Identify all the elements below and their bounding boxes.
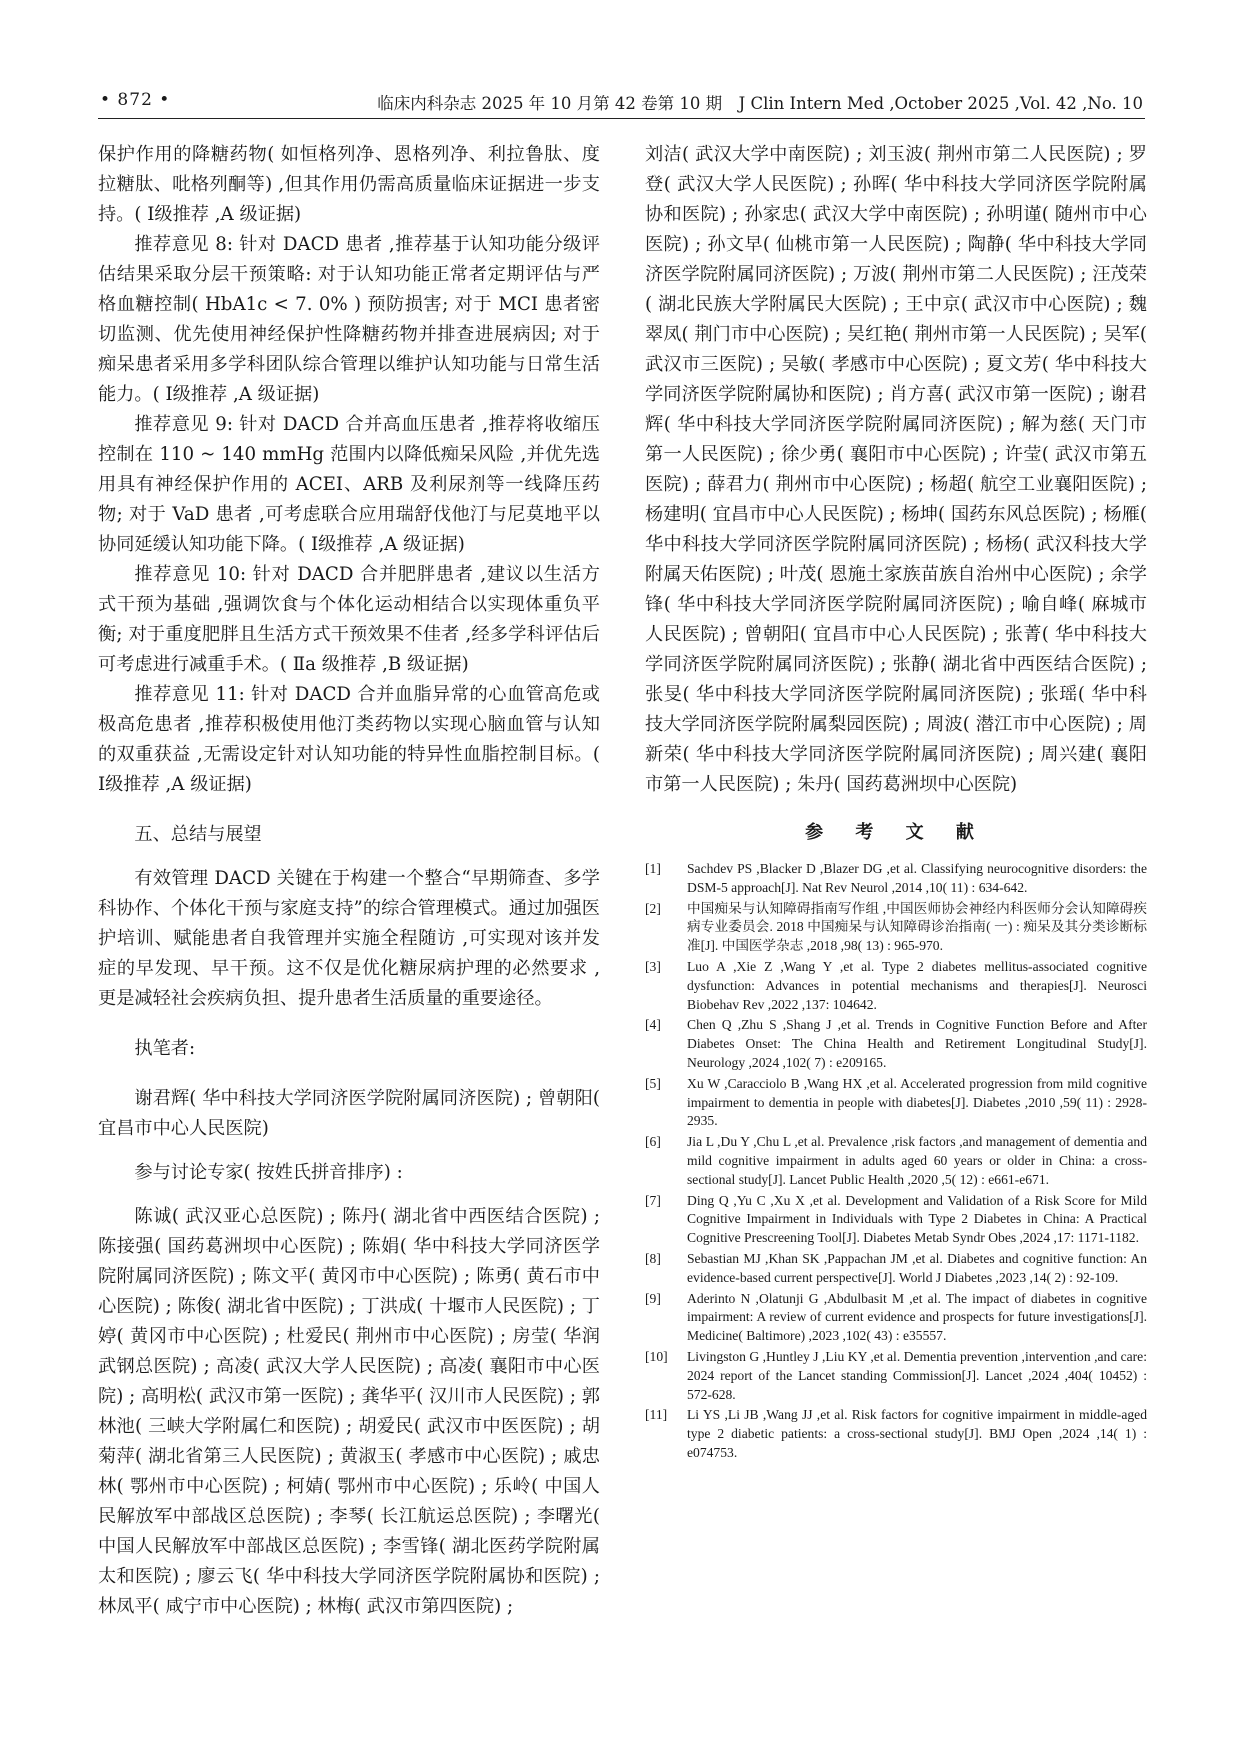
reference-number: [2] [645,900,661,916]
reference-item [645,1016,1147,1072]
reference-text: Chen Q ,Zhu S ,Shang J ,et al. Trends in Cognitive Function Before and After Diabetes Onset: The China Health and Retirement Longitudinal Study[J]. Neurology ,2024 ,102( 7) : e209165. [687,1017,1147,1070]
reference-number: [1] [645,861,661,876]
recommendation-9: 推荐意见 9: 针对 DACD 合并高血压患者 ,推荐将收缩压控制在 110 ~ 140 mmHg 范围内以降低痴呆风险 ,并优先选用具有神经保护作用的 ACEI、ARB 及利尿剂等一线降压药物; 对于 VaD 患者 ,可考虑联合应用瑞舒伐他汀与尼莫地平以协同延缓认知功能下降。( Ⅰ级推荐 ,A 级证据) [98,414,600,555]
reference-number: [7] [645,1192,661,1208]
reference-number: [11] [645,1407,668,1423]
reference-text: Aderinto N ,Olatunji G ,Abdulbasit M ,et al. The impact of diabetes in cognitive impairment: A review of current evidence and prospects for future investigations[J]. Medicine( Baltimore) ,2023 ,102( 43) : e35557. [687,1290,1147,1344]
authors-list: 谢君辉( 华中科技大学同济医学院附属同济医院) ; 曾朝阳( 宜昌市中心人民医院) [98,1088,600,1139]
summary-paragraph: 有效管理 DACD 关键在于构建一个整合“早期筛查、多学科协作、个体化干预与家庭支持”的综合管理模式。通过加强医护培训、赋能患者自我管理并实施全程随访 ,可实现对该并发症的早发现、早干预。这不仅是优化糖尿病护理的必然要求 ,更是减轻社会疾病负担、提升患者生活质量的重要途径。 [98,868,600,1009]
reference-item [645,1192,1147,1248]
recommendation-8: 推荐意见 8: 针对 DACD 患者 ,推荐基于认知功能分级评估结果采取分层干预策略: 对于认知功能正常者定期评估与严格血糖控制( HbA1c < 7. 0% ) 预防损害; 对于 MCI 患者密切监测、优先使用神经保护性降糖药物并排查进展病因; 对于痴呆患者采用多学科团队综合管理以维护认知功能与日常生活能力。( Ⅰ级推荐 ,A 级证据) [98,234,600,405]
reference-item [645,860,1147,898]
reference-item [645,1075,1147,1131]
reference-text: Sachdev PS ,Blacker D ,Blazer DG ,et al. Classifying neurocognitive disorders: the DSM-5 approach[J]. Nat Rev Neurol ,2014 ,10( 11) : 634-642. [687,861,1147,895]
reference-number: [3] [645,958,661,974]
reference-text: Li YS ,Li JB ,Wang JJ ,et al. Risk factors for cognitive impairment in middle-aged type 2 diabetic patients: a cross-sectional study[J]. BMJ Open ,2024 ,14( 1) : e074753. [687,1407,1147,1460]
reference-item [645,1290,1147,1346]
reference-text: Livingston G ,Huntley J ,Liu KY ,et al. Dementia prevention ,intervention ,and care: 2024 report of the Lancet standing Commission[J]. Lancet ,2024 ,404( 10452) : 572-628. [687,1348,1147,1402]
references-list [645,860,1147,1463]
reference-item [645,1133,1147,1189]
experts-list-part2: 刘洁( 武汉大学中南医院) ; 刘玉波( 荆州市第二人民医院) ; 罗登( 武汉大学人民医院) ; 孙晖( 华中科技大学同济医学院附属协和医院) ; 孙家忠( 武汉大学中南医院) ; 孙明谨( 随州市中心医院) ; 孙文早( 仙桃市第一人民医院) ; 陶静( 华中科技大学同济医学院附属同济医院) ; 万波( 荆州市第二人民医院) ; 汪茂荣( 湖北民族大学附属民大医院) ; 王中京( 武汉市中心医院) ; 魏翠凤( 荆门市中心医院) ; 吴红艳( 荆州市第一人民医院) ; 吴军( 武汉市三医院) ; 吴敏( 孝感市中心医院) ; 夏文芳( 华中科技大学同济医学院附属协和医院) ; 肖方喜( 武汉市第一医院) ; 谢君辉( 华中科技大学同济医学院附属同济医院) ; 解为慈( 天门市第一人民医院) ; 徐少勇( 襄阳市中心医院) ; 许莹( 武汉市第五医院) ; 薛君力( 荆州市中心医院) ; 杨超( 航空工业襄阳医院) ; 杨建明( 宜昌市中心人民医院) ; 杨坤( 国药东风总医院) ; 杨雁( 华中科技大学同济医学院附属同济医院) ; 杨杨( 武汉科技大学附属天佑医院) ; 叶茂( 恩施土家族苗族自治州中心医院) ; 余学锋( 华中科技大学同济医学院附属同济医院) ; 喻自峰( 麻城市人民医院) ; 曾朝阳( 宜昌市中心人民医院) ; 张菁( 华中科技大学同济医学院附属同济医院) ; 张静( 湖北省中西医结合医院) ; 张旻( 华中科技大学同济医学院附属同济医院) ; 张瑶( 华中科技大学同济医学院附属梨园医院) ; 周波( 潜江市中心医院) ; 周新荣( 华中科技大学同济医学院附属同济医院) ; 周兴建( 襄阳市第一人民医院) ; 朱丹( 国药葛洲坝中心医院) [645,144,1147,795]
reference-text: Sebastian MJ ,Khan SK ,Pappachan JM ,et al. Diabetes and cognitive function: An evidence-based current perspective[J]. World J Diabetes ,2023 ,14( 2) : 92-109. [687,1250,1147,1285]
reference-item [645,900,1147,956]
experts-list-part1: 陈诚( 武汉亚心总医院) ; 陈丹( 湖北省中西医结合医院) ; 陈接强( 国药葛洲坝中心医院) ; 陈娟( 华中科技大学同济医学院附属同济医院) ; 陈文平( 黄冈市中心医院) ; 陈勇( 黄石市中心医院) ; 陈俊( 湖北省中医院) ; 丁洪成( 十堰市人民医院) ; 丁婷( 黄冈市中心医院) ; 杜爱民( 荆州市中心医院) ; 房莹( 华润武钢总医院) ; 高凌( 武汉大学人民医院) ; 高凌( 襄阳市中心医院) ; 高明松( 武汉市第一医院) ; 龚华平( 汉川市人民医院) ; 郭林池( 三峡大学附属仁和医院) ; 胡爱民( 武汉市中医医院) ; 胡菊萍( 湖北省第三人民医院) ; 黄淑玉( 孝感市中心医院) ; 戚忠林( 鄂州市中心医院) ; 柯婧( 鄂州市中心医院) ; 乐岭( 中国人民解放军中部战区总医院) ; 李琴( 长江航运总医院) ; 李曙光( 中国人民解放军中部战区总医院) ; 李雪锋( 湖北医药学院附属太和医院) ; 廖云飞( 华中科技大学同济医学院附属协和医院) ; 林凤平( 咸宁市中心医院) ; 林梅( 武汉市第四医院) ; [98,1206,600,1617]
reference-number: [4] [645,1017,661,1033]
page-header [98,88,1145,119]
section-heading: 五、总结与展望 [134,824,262,845]
paragraph-drug-protection: 保护作用的降糖药物( 如恒格列净、恩格列净、利拉鲁肽、度拉糖肽、吡格列酮等) ,但其作用仍需高质量临床证据进一步支持。( Ⅰ级推荐 ,A 级证据) [98,144,600,225]
reference-item [645,1250,1147,1288]
reference-text: Jia L ,Du Y ,Chu L ,et al. Prevalence ,risk factors ,and management of dementia and mild cognitive impairment in adults aged 60 years or older in China: a cross-sectional study[J]. Lancet Public Health ,2020 ,5( 12) : e661-e671. [687,1134,1147,1187]
recommendation-10: 推荐意见 10: 针对 DACD 合并肥胖患者 ,建议以生活方式干预为基础 ,强调饮食与个体化运动相结合以实现体重负平衡; 对于重度肥胖且生活方式干预效果不佳者 ,经多学科评估后可考虑进行减重手术。( Ⅱa 级推荐 ,B 级证据) [98,564,600,675]
right-column [645,140,1147,1720]
reference-text: Xu W ,Caracciolo B ,Wang HX ,et al. Accelerated progression from mild cognitive impairment to dementia in people with diabetes[J]. Diabetes ,2010 ,59( 11) : 2928-2935. [687,1075,1147,1129]
references-title: 参 考 文 献 [805,822,987,843]
reference-item [645,1348,1147,1404]
reference-number: [10] [645,1348,668,1364]
reference-item [645,1406,1147,1462]
journal-info: 临床内科杂志 2025 年 10 月第 42 卷第 10 期 J Clin Intern Med ,October 2025 ,Vol. 42 ,No. 10 [377,94,1143,113]
reference-number: [5] [645,1075,661,1091]
reference-number: [6] [645,1134,661,1150]
reference-text: 中国痴呆与认知障碍指南写作组 ,中国医师协会神经内科医师分会认知障碍疾病专业委员会. 2018 中国痴呆与认知障碍诊治指南( 一) : 痴呆及其分类诊断标准[J]. 中国医学杂志 ,2018 ,98( 13) : 965-970. [687,900,1147,954]
reference-number: [9] [645,1290,661,1306]
experts-label: 参与讨论专家( 按姓氏拼音排序) : [134,1162,403,1183]
reference-text: Luo A ,Xie Z ,Wang Y ,et al. Type 2 diabetes mellitus-associated cognitive dysfunction: Advances in potential mechanisms and therapies[J]. Neurosci Biobehav Rev ,2022 ,137: 104642. [687,958,1147,1012]
reference-text: Ding Q ,Yu C ,Xu X ,et al. Development and Validation of a Risk Score for Mild Cognitive Impairment in Individuals with Type 2 Diabetes in China: A Practical Cognitive Prescreening Tool[J]. Diabetes Metab Syndr Obes ,2024 ,17: 1171-1182. [687,1192,1147,1246]
recommendation-11: 推荐意见 11: 针对 DACD 合并血脂异常的心血管高危或极高危患者 ,推荐积极使用他汀类药物以实现心脑血管与认知的双重获益 ,无需设定针对认知功能的特异性血脂控制目标。( Ⅰ级推荐 ,A 级证据) [98,684,600,795]
left-column [98,140,600,1720]
authors-label: 执笔者: [134,1038,196,1059]
reference-number: [8] [645,1250,661,1266]
page-number: • 872 • [100,90,171,110]
reference-item [645,958,1147,1014]
